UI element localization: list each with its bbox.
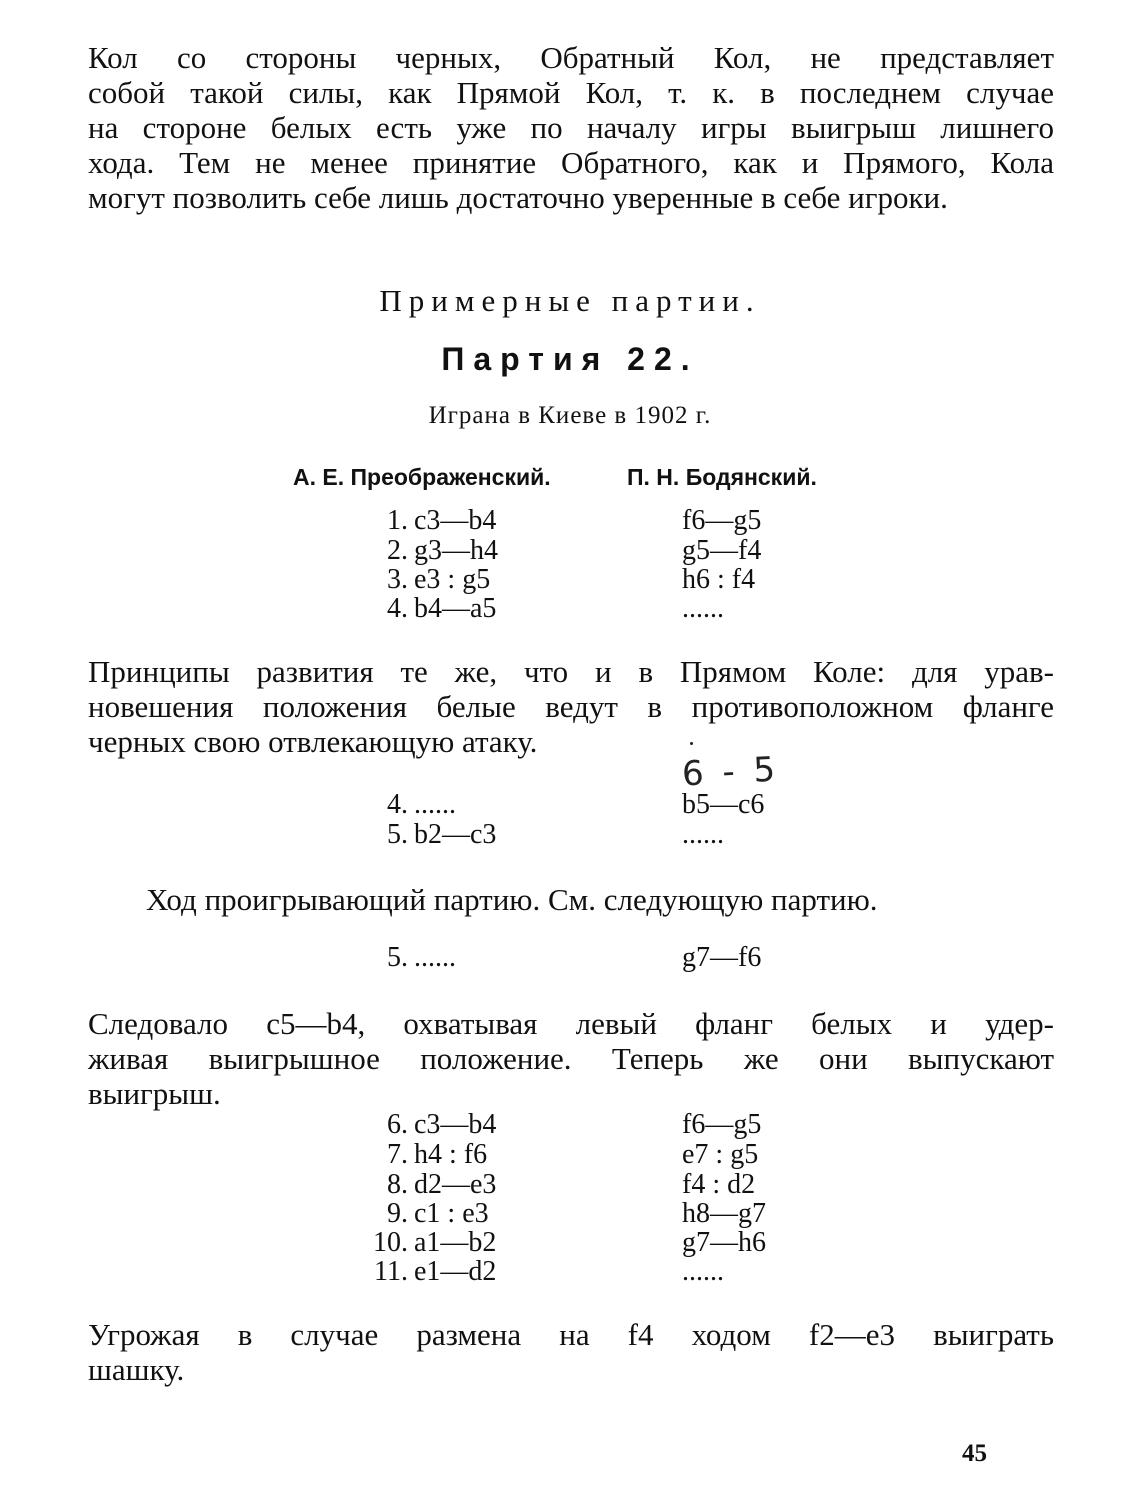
text-line: собой такой силы, как Прямой Кол, т. к. в последнем случае [88,75,1054,110]
text-line: Угрожая в случае размена на f4 ходом f2—e3 выиграть [88,1317,1054,1352]
black-move: f4 : d2 [682,1169,756,1200]
white-move: d2—e3 [414,1169,497,1200]
white-move: h4 : f6 [414,1139,488,1170]
move-number: 7. [387,1139,408,1170]
white-move: a1—b2 [414,1227,497,1258]
move-number: 3. [387,564,408,595]
move-number: 1. [387,505,408,536]
move-number: 5. [387,819,408,850]
comment-paragraph-1 [88,654,1054,759]
black-move: ...... [682,593,724,624]
black-move: h8—g7 [682,1198,766,1229]
move-number: 2. [387,535,408,566]
move-row [0,820,1140,850]
black-move: ...... [682,819,724,850]
move-row [0,1228,1140,1258]
move-row [0,1170,1140,1200]
white-move: c1 : e3 [414,1198,489,1229]
move-number: 8. [387,1169,408,1200]
white-move: ...... [414,942,456,973]
comment-paragraph-4 [88,1317,1054,1387]
move-number: 4. [387,593,408,624]
black-move: f6—g5 [682,1109,762,1140]
text-line: Принципы развития те же, что и в Прямом Коле: для урав- [88,654,1054,689]
white-move: e1—d2 [414,1256,497,1287]
comment-paragraph-3 [88,1006,1054,1111]
move-row [0,536,1140,566]
white-move: c3—b4 [414,505,497,536]
black-move: h6 : f4 [682,564,756,595]
section-title: Примерные партии. [379,283,761,318]
move-number: 6. [387,1109,408,1140]
page-number: 45 [962,1440,987,1467]
move-row [0,565,1140,595]
text-line: Следовало c5—b4, охватывая левый фланг белых и удер- [88,1006,1054,1041]
white-move: g3—h4 [414,535,498,566]
text-line: Кол со стороны черных, Обратный Кол, не представляет [88,40,1054,75]
text-line: черных свою отвлекающую атаку. [88,724,538,759]
move-number: 5. [387,942,408,973]
game-title: Партия 22. [441,341,699,377]
move-row [0,943,1140,973]
move-row [0,790,1140,820]
black-player: П. Н. Бодянский. [627,464,817,490]
white-player: А. Е. Преображенский. [293,464,551,490]
move-row [0,506,1140,536]
white-move: e3 : g5 [414,564,491,595]
text-line: выигрыш. [88,1076,221,1111]
move-row [0,594,1140,624]
black-move: f6—g5 [682,505,762,536]
text-line: живая выигрышное положение. Теперь же они выпускают [88,1041,1054,1076]
black-move: ...... [682,1256,724,1287]
move-row [0,1257,1140,1287]
move-number: 4. [387,789,408,820]
white-move: b2—c3 [414,819,497,850]
black-move: g5—f4 [682,535,762,566]
white-move: ...... [414,789,456,820]
black-move: g7—h6 [682,1227,766,1258]
move-number: 10. [373,1227,408,1258]
intro-paragraph [88,40,1054,215]
move-row [0,1140,1140,1170]
black-move: b5—c6 [682,789,765,820]
black-move: e7 : g5 [682,1139,759,1170]
white-move: c3—b4 [414,1109,497,1140]
comment-paragraph-2 [88,882,1054,917]
text-line: хода. Тем не менее принятие Обратного, как и Прямого, Кола [88,145,1054,180]
text-line: Ход проигрывающий партию. См. следующую партию. [146,882,878,917]
game-place-date: Играна в Киеве в 1902 г. [428,402,712,429]
text-line: шашку. [88,1352,185,1387]
move-number: 11. [374,1256,408,1287]
text-line: на стороне белых есть уже по началу игры выигрыш лишнего [88,110,1054,145]
pencil-dot [690,742,693,745]
handwritten-note: 6 - 5 [681,749,781,795]
black-move: g7—f6 [682,942,762,973]
move-number: 9. [387,1198,408,1229]
text-line: могут позволить себе лишь достаточно уверенные в себе игроки. [88,180,948,215]
text-line: новешения положения белые ведут в противоположном фланге [88,689,1054,724]
move-row [0,1199,1140,1229]
white-move: b4—a5 [414,593,497,624]
move-row [0,1110,1140,1140]
